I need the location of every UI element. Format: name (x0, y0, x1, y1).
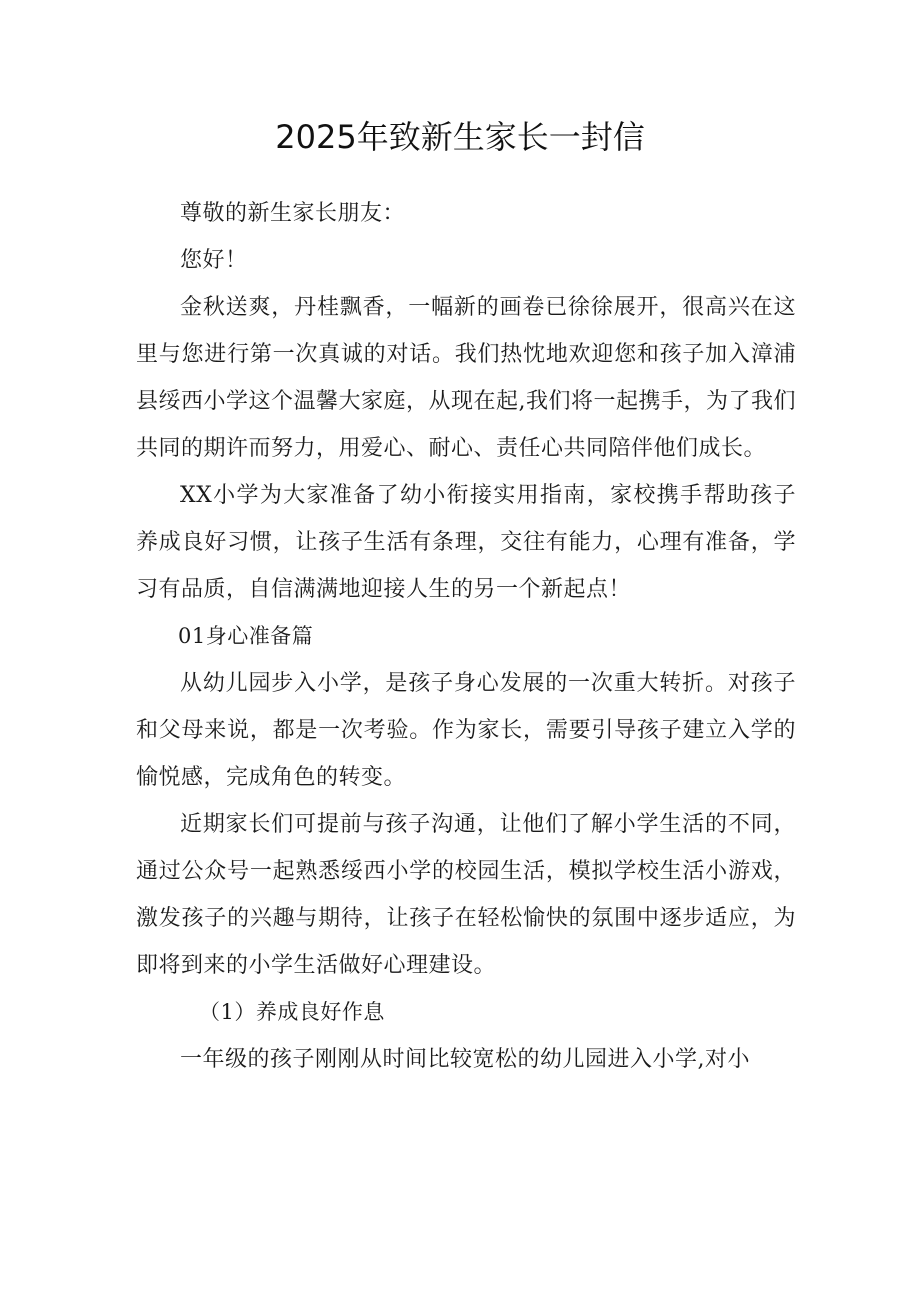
greeting: 您好！ (180, 248, 248, 273)
paragraph-routine: 一年级的孩子刚刚从时间比较宽松的幼儿园进入小学,对小 (180, 1047, 750, 1072)
paragraph-transition: 从幼儿园步入小学，是孩子身心发展的一次重大转折。对孩子和父母来说，都是一次考验。作为家长，需要引导孩子建立入学的愉悦感，完成角色的转变。 (136, 671, 796, 790)
document-title: 2025年致新生家长一封信 (275, 118, 645, 156)
document-body (136, 190, 796, 1083)
paragraph-communication: 近期家长们可提前与孩子沟通，让他们了解小学生活的不同，通过公众号一起熟悉绥西小学的校园生活，模拟学校生活小游戏，激发孩子的兴趣与期待，让孩子在轻松愉快的氛围中逐步适应，为即将到来的小学生活做好心理建设。 (136, 812, 796, 978)
subsection-heading-1: （1）养成良好作息 (199, 1000, 385, 1024)
section-heading-01: 01身心准备篇 (178, 624, 314, 648)
paragraph-welcome: 金秋送爽，丹桂飘香，一幅新的画卷已徐徐展开，很高兴在这里与您进行第一次真诚的对话。我们热忱地欢迎您和孩子加入漳浦县绥西小学这个温馨大家庭，从现在起,我们将一起携手，为了我们共同的期许而努力，用爱心、耐心、责任心共同陪伴他们成长。 (136, 295, 796, 461)
paragraph-guide: XX小学为大家准备了幼小衔接实用指南，家校携手帮助孩子养成良好习惯，让孩子生活有条理，交往有能力，心理有准备，学习有品质，自信满满地迎接人生的另一个新起点！ (136, 483, 796, 602)
salutation: 尊敬的新生家长朋友： (180, 201, 406, 226)
